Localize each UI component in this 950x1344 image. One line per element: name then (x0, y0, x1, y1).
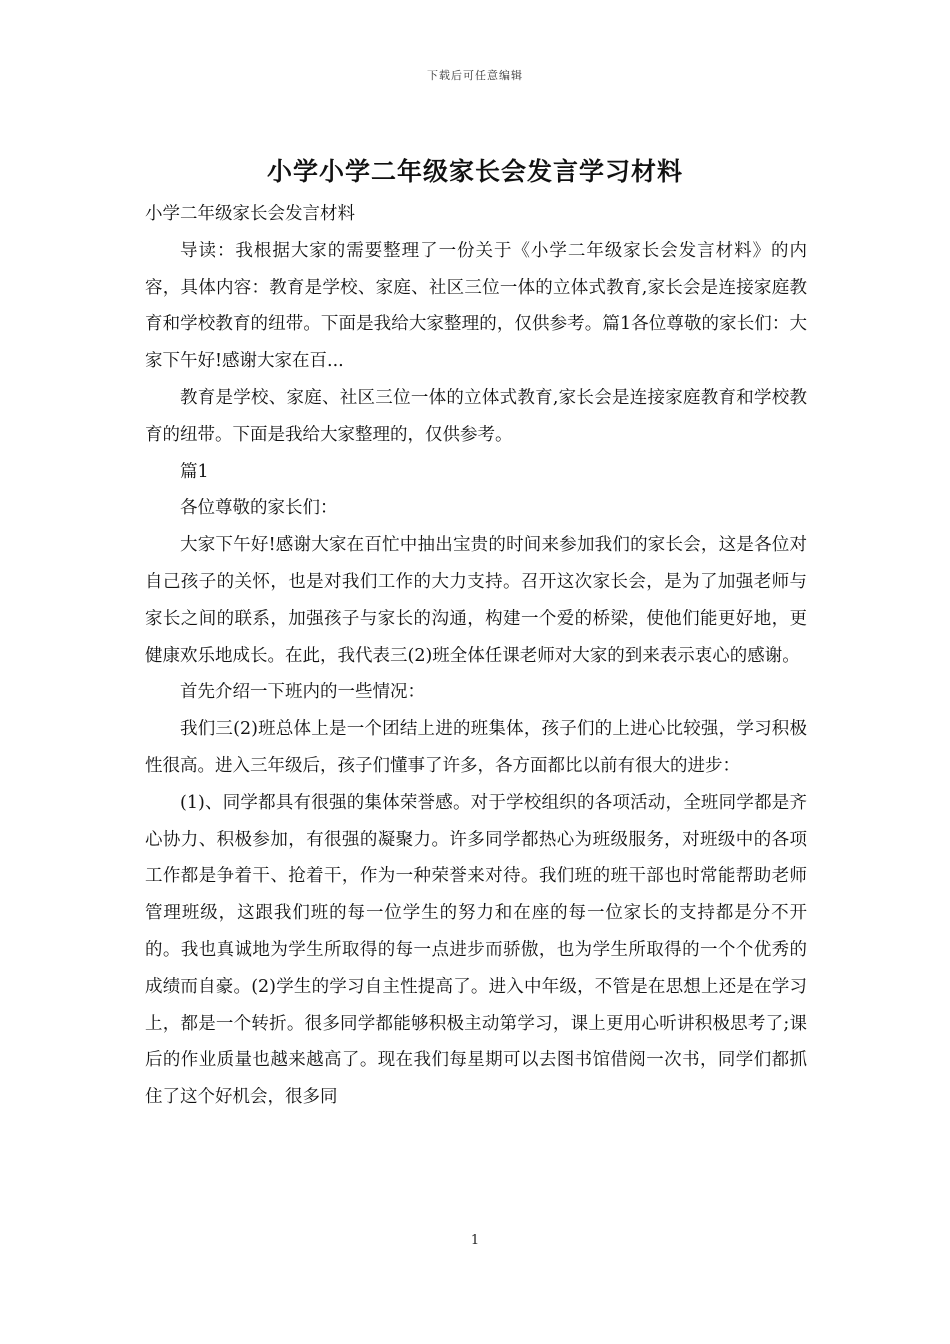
document-body (145, 196, 807, 1116)
paragraph-class-details: (1)、同学都具有很强的集体荣誉感。对于学校组织的各项活动，全班同学都是齐心协力、积极参加，有很强的凝聚力。许多同学都热心为班级服务，对班级中的各项工作都是争着干、抢着干，作为一种荣誉来对待。我们班的班干部也时常能帮助老师管理班级，这跟我们班的每一位学生的努力和在座的每一位家长的支持都是分不开的。我也真诚地为学生所取得的每一点进步而骄傲，也为学生所取得的一个个优秀的成绩而自豪。(2)学生的学习自主性提高了。进入中年级，不管是在思想上还是在学习上，都是一个转折。很多同学都能够积极主动第学习，课上更用心听讲积极思考了;课后的作业质量也越来越高了。现在我们每星期可以去图书馆借阅一次书，同学们都抓住了这个好机会，很多同 (145, 792, 807, 1108)
paragraph-class-overview: 我们三(2)班总体上是一个团结上进的班集体，孩子们的上进心比较强，学习积极性很高。进入三年级后，孩子们懂事了许多，各方面都比以前有很大的进步： (145, 719, 807, 776)
paragraph-welcome: 大家下午好!感谢大家在百忙中抽出宝贵的时间来参加我们的家长会，这是各位对自己孩子的关怀，也是对我们工作的大力支持。召开这次家长会，是为了加强老师与家长之间的联系，加强孩子与家长的沟通，构建一个爱的桥梁，使他们能更好地，更健康欢乐地成长。在此，我代表三(2)班全体任课老师对大家的到来表示衷心的感谢。 (145, 535, 807, 666)
document-title: 小学小学二年级家长会发言学习材料 (266, 157, 683, 186)
section-heading: 篇1 (180, 461, 209, 482)
paragraph-intro: 导读：我根据大家的需要整理了一份关于《小学二年级家长会发言材料》的内容，具体内容：教育是学校、家庭、社区三位一体的立体式教育,家长会是连接家庭教育和学校教育的纽带。下面是我给大家整理的，仅供参考。篇1各位尊敬的家长们：大家下午好!感谢大家在百... (145, 240, 807, 372)
document-subtitle: 小学二年级家长会发言材料 (145, 204, 355, 224)
page-number: 1 (470, 1233, 480, 1248)
paragraph-summary: 教育是学校、家庭、社区三位一体的立体式教育,家长会是连接家庭教育和学校教育的纽带。下面是我给大家整理的，仅供参考。 (145, 387, 807, 445)
paragraph-class-intro: 首先介绍一下班内的一些情况： (180, 682, 425, 703)
paragraph-greeting: 各位尊敬的家长们： (180, 498, 338, 519)
page-header-note: 下载后可任意编辑 (427, 69, 523, 82)
